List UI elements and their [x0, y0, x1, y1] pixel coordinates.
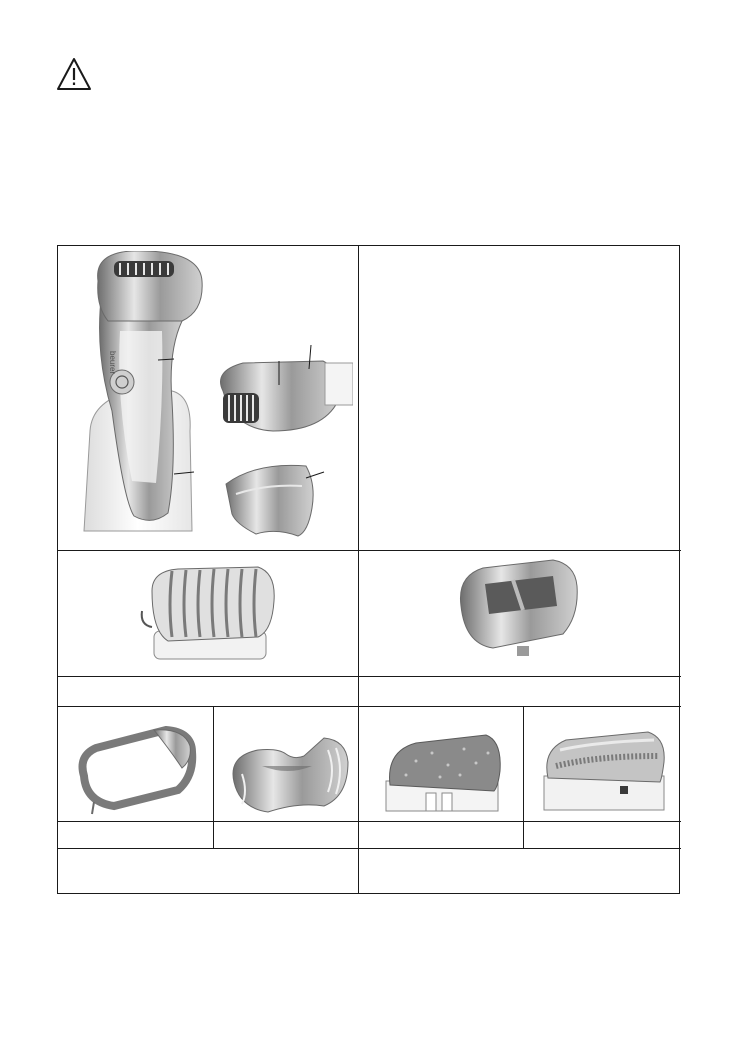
- column-divider: [213, 706, 214, 848]
- row-divider: [58, 706, 681, 707]
- svg-text:beurer: beurer: [108, 351, 117, 375]
- callus-remover-roller-figure: [376, 731, 511, 816]
- warning-triangle-icon: [56, 57, 92, 91]
- column-divider: [358, 246, 359, 894]
- shaver-foil-figure: [536, 726, 671, 816]
- column-divider: [523, 706, 524, 848]
- shaver-head-frame-figure: [453, 556, 583, 666]
- epilator-roller-head-figure: [138, 561, 278, 671]
- massage-attachment-figure: [74, 726, 202, 816]
- row-divider: [58, 676, 681, 677]
- row-divider: [58, 848, 681, 849]
- epilator-head-detail-figure: [213, 341, 353, 436]
- protective-cap-figure: [216, 454, 356, 542]
- parts-overview-table: [57, 245, 680, 894]
- row-divider: [58, 550, 681, 551]
- efficiency-cap-figure: [228, 726, 353, 816]
- row-divider: [58, 821, 681, 822]
